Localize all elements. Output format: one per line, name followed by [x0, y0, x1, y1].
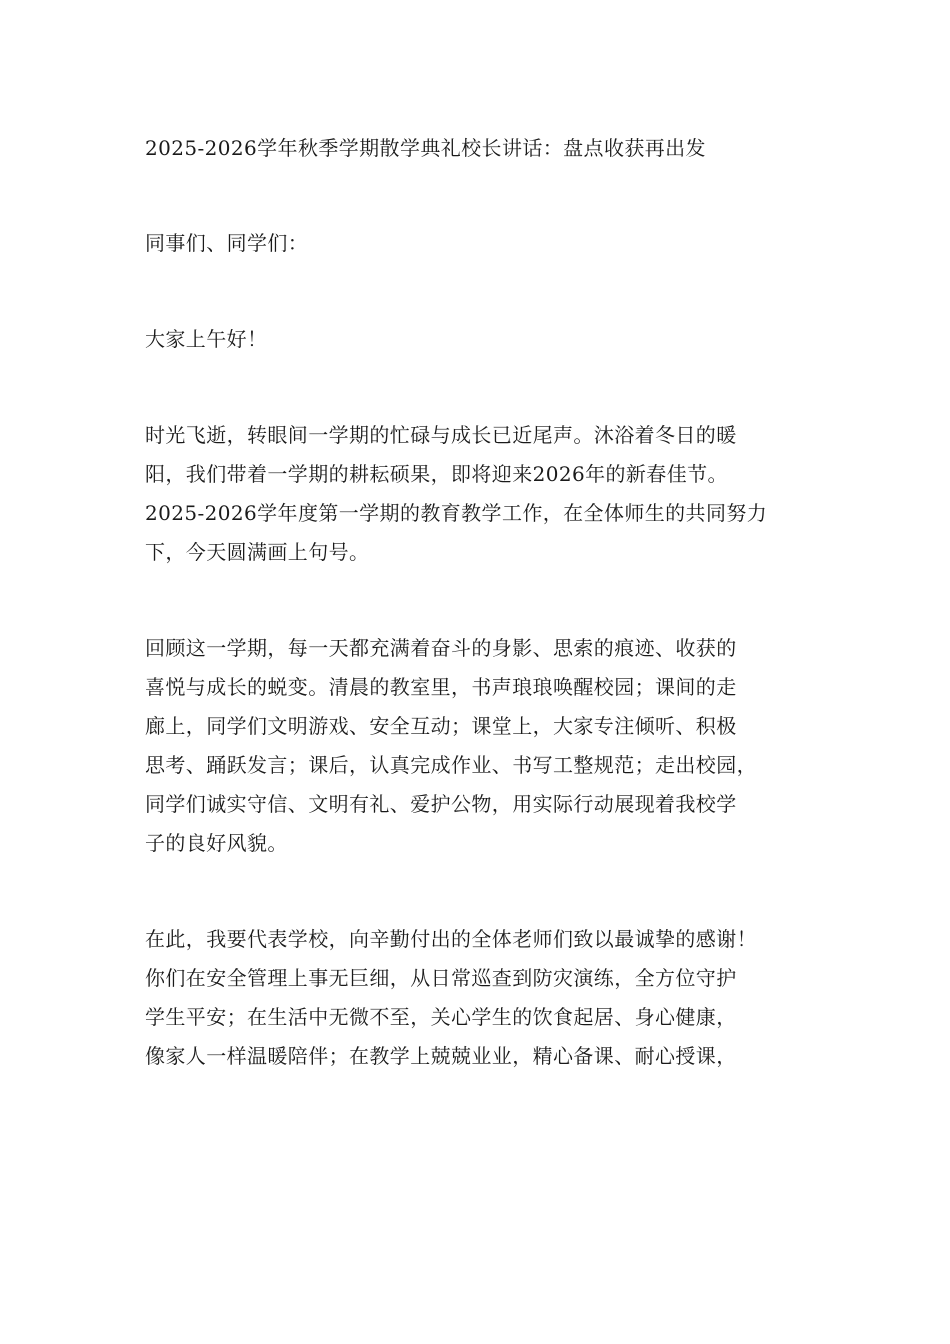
paragraph-line: 像家人一样温暖陪伴；在教学上兢兢业业，精心备课、耐心授课， [145, 1044, 737, 1068]
paragraph-line: 同学们诚实守信、文明有礼、爱护公物，用实际行动展现着我校学 [145, 792, 737, 816]
paragraph-line: 时光飞逝，转眼间一学期的忙碌与成长已近尾声。沐浴着冬日的暖 [145, 423, 737, 447]
paragraph-line: 思考、踊跃发言；课后，认真完成作业、书写工整规范；走出校园， [145, 753, 757, 777]
paragraph-line: 你们在安全管理上事无巨细，从日常巡查到防灾演练，全方位守护 [145, 966, 737, 990]
paragraph-review [145, 629, 835, 863]
paragraph-line: 回顾这一学期，每一天都充满着奋斗的身影、思索的痕迹、收获的 [145, 636, 737, 660]
paragraph-line: 廊上，同学们文明游戏、安全互动；课堂上，大家专注倾听、积极 [145, 714, 737, 738]
paragraph-line: 子的良好风貌。 [145, 831, 288, 855]
paragraph-line: 下，今天圆满画上句号。 [145, 540, 370, 564]
paragraph-thanks [145, 920, 835, 1076]
salutation: 同事们、同学们： [145, 231, 309, 255]
document-body [145, 128, 835, 1133]
paragraph-line: 学生平安；在生活中无微不至，关心学生的饮食起居、身心健康， [145, 1005, 737, 1029]
paragraph-line: 阳，我们带着一学期的耕耘硕果，即将迎来2026年的新春佳节。 [145, 462, 728, 486]
paragraph-line: 喜悦与成长的蜕变。清晨的教室里，书声琅琅唤醒校园；课间的走 [145, 675, 737, 699]
greeting: 大家上午好！ [145, 327, 268, 351]
document-title: 2025-2026学年秋季学期散学典礼校长讲话：盘点收获再出发 [145, 136, 706, 160]
paragraph-line: 2025-2026学年度第一学期的教育教学工作，在全体师生的共同努力 [145, 501, 768, 525]
paragraph-line: 在此，我要代表学校，向辛勤付出的全体老师们致以最诚挚的感谢！ [145, 927, 757, 951]
paragraph-opening [145, 416, 835, 572]
